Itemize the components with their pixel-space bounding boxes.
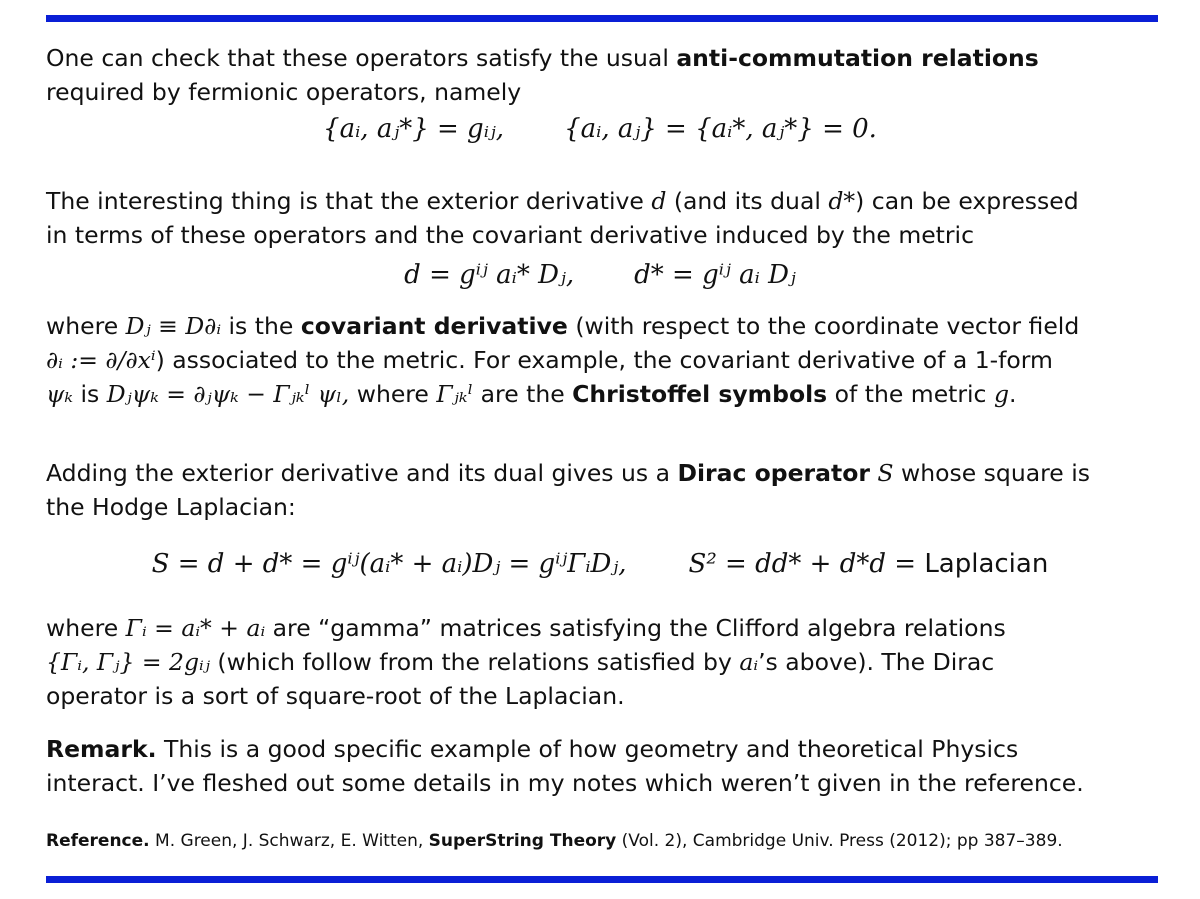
covariant-line-3 — [46, 377, 1166, 411]
reference-details: (Vol. 2), Cambridge Univ. Press (2012); pp 387–389. — [616, 831, 1063, 851]
dirac-text: Adding the exterior derivative and its dual gives us a — [46, 459, 678, 487]
gamma-line-2 — [46, 645, 1166, 679]
a-i-symbol: aᵢ — [739, 648, 759, 676]
exterior-line-2: in terms of these operators and the covariant derivative induced by the metric — [46, 221, 975, 249]
christoffel-symbol: Γⱼₖˡ — [436, 380, 474, 408]
anti-commutation-term: anti-commutation relations — [676, 44, 1039, 72]
intro-text: One can check that these operators satisfy the usual — [46, 44, 677, 72]
gamma-text: are “gamma” matrices satisfying the Clifford algebra relations — [265, 614, 1006, 642]
exterior-derivative-equation — [0, 260, 1200, 290]
dirac-text: whose square is — [893, 459, 1090, 487]
bottom-rule — [46, 876, 1158, 883]
remark-text: This is a good specific example of how geometry and theoretical Physics — [156, 735, 1019, 763]
covariant-text: where — [349, 380, 437, 408]
exterior-text: The interesting thing is that the exterior derivative — [46, 187, 652, 215]
intro-paragraph — [46, 41, 1166, 109]
top-rule — [46, 15, 1158, 22]
covariant-text: (with respect to the coordinate vector field — [567, 312, 1080, 340]
exterior-text: (and its dual — [666, 187, 829, 215]
gamma-text: where — [46, 614, 126, 642]
psi-k: ψₖ — [46, 380, 73, 408]
S-symbol: S — [877, 459, 894, 487]
exterior-paragraph — [46, 184, 1166, 252]
eq-S-squared: S² = dd* + d*d = — [688, 549, 917, 579]
covariant-line-1 — [46, 309, 1166, 343]
dstar-symbol: d* — [828, 187, 856, 215]
laplacian-word: Laplacian — [924, 549, 1049, 579]
reference — [46, 829, 1156, 853]
reference-authors: M. Green, J. Schwarz, E. Witten, — [149, 831, 429, 851]
covariant-paragraph — [46, 309, 1166, 411]
covariant-text: is the — [221, 312, 301, 340]
eq-dstar: d* = gⁱʲ aᵢ Dⱼ — [634, 260, 796, 290]
metric-g: g — [993, 380, 1009, 408]
reference-label: Reference. — [46, 831, 150, 851]
gamma-text: (which follow from the relations satisfied by — [209, 648, 740, 676]
Dj-definition: Dⱼ ≡ D∂ᵢ — [125, 312, 222, 340]
gamma-line-3: operator is a sort of square-root of the Laplacian. — [46, 682, 625, 710]
gamma-paragraph — [46, 611, 1166, 713]
dirac-equation — [0, 549, 1200, 579]
clifford-relation: {Γᵢ, Γⱼ} = 2gᵢⱼ — [46, 648, 210, 676]
covariant-derivative-term: covariant derivative — [300, 312, 568, 340]
covariant-text: where — [46, 312, 126, 340]
covariant-text: are the — [473, 380, 573, 408]
dirac-paragraph — [46, 456, 1166, 524]
gamma-definition: Γᵢ = aᵢ* + aᵢ — [125, 614, 266, 642]
gamma-text: ’s above). The Dirac — [758, 648, 995, 676]
exterior-line-1 — [46, 184, 1166, 218]
covariant-text: ) associated to the metric. For example, the covariant derivative of a 1-form — [155, 346, 1053, 374]
exterior-text: ) can be expressed — [855, 187, 1079, 215]
covariant-text: of the metric — [827, 380, 994, 408]
dirac-line-1 — [46, 456, 1166, 490]
eq-S: S = d + d* = gⁱʲ(aᵢ* + aᵢ)Dⱼ = gⁱʲΓᵢDⱼ, — [151, 549, 627, 579]
dirac-line-2: the Hodge Laplacian: — [46, 493, 296, 521]
christoffel-term: Christoffel symbols — [572, 380, 828, 408]
d-symbol: d — [651, 187, 667, 215]
intro-line-1 — [46, 41, 1166, 75]
covariant-line-2 — [46, 343, 1166, 377]
covariant-text: is — [73, 380, 107, 408]
reference-title: SuperString Theory — [428, 831, 617, 851]
eq-anticomm-left: {aᵢ, aⱼ*} = gᵢⱼ, — [323, 114, 505, 144]
covariant-text: . — [1009, 380, 1017, 408]
remark-line-2: interact. I’ve fleshed out some details in my notes which weren’t given in the reference. — [46, 769, 1084, 797]
eq-anticomm-right: {aᵢ, aⱼ} = {aᵢ*, aⱼ*} = 0. — [564, 114, 877, 144]
remark-paragraph — [46, 732, 1166, 800]
remark-label: Remark. — [46, 735, 157, 763]
anticommutation-equation — [0, 114, 1200, 144]
covariant-formula: Dⱼψₖ = ∂ⱼψₖ − Γⱼₖˡ ψₗ, — [106, 380, 350, 408]
intro-line-2: required by fermionic operators, namely — [46, 78, 522, 106]
partial-definition: ∂ᵢ := ∂/∂xⁱ — [46, 346, 156, 374]
dirac-operator-term: Dirac operator — [677, 459, 870, 487]
gamma-line-1 — [46, 611, 1166, 645]
remark-line-1 — [46, 732, 1166, 766]
eq-d: d = gⁱʲ aᵢ* Dⱼ, — [404, 260, 575, 290]
